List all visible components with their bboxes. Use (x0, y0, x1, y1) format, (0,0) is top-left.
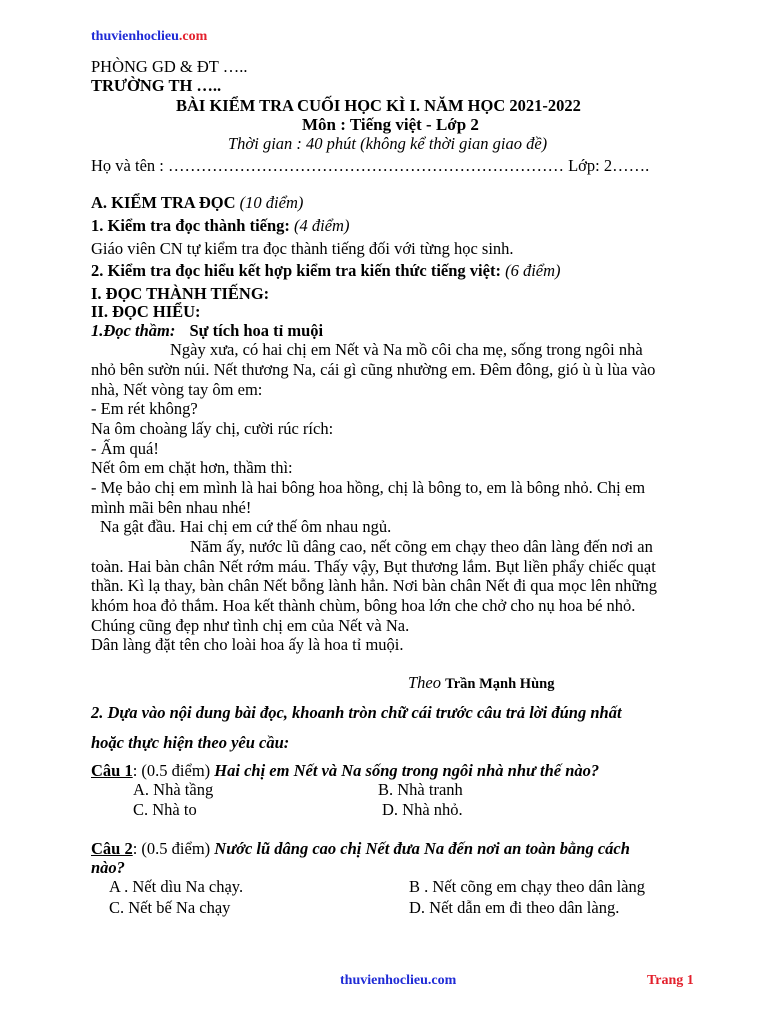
story-line: Na gật đầu. Hai chị em cứ thế ôm nhau ngủ. (100, 517, 392, 536)
item1-points: (4 điểm) (294, 216, 350, 235)
question-2 (91, 839, 630, 859)
item2-heading (91, 261, 561, 281)
reading-title: Sự tích hoa tỉ muội (189, 321, 324, 340)
story-line: mình mãi bên nhau nhé! (91, 498, 252, 517)
story-line: - Mẹ bảo chị em mình là hai bông hoa hồng, chị là bông to, em là bông nhỏ. Chị em (91, 478, 646, 497)
question-2-points: : (0.5 điểm) (132, 839, 211, 858)
q2-option-a[interactable]: A . Nết dìu Na chạy. (109, 877, 244, 896)
story-line: thần. Kì lạ thay, bàn chân Nết bỗng lành hẳn. Nơi bàn chân Nết đi qua mọc lên những (91, 576, 657, 595)
story-line: Na ôm choàng lấy chị, cười rúc rích: (91, 419, 334, 438)
q1-option-a[interactable]: A. Nhà tầng (133, 780, 214, 799)
subject: Môn : Tiếng việt - Lớp 2 (302, 115, 479, 134)
story-line: Nết ôm em chặt hơn, thầm thì: (91, 458, 293, 477)
exam-title: BÀI KIỂM TRA CUỐI HỌC KÌ I. NĂM HỌC 2021-2022 (176, 96, 581, 115)
item1-label: 1. Kiểm tra đọc thành tiếng: (91, 216, 290, 235)
office-name: PHÒNG GD & ĐT ….. (91, 57, 248, 76)
reading-heading (91, 321, 323, 341)
item2-label: 2. Kiểm tra đọc hiểu kết hợp kiểm tra kiến thức tiếng việt: (91, 261, 501, 280)
q2-option-d[interactable]: D. Nết dẫn em đi theo dân làng. (409, 898, 620, 917)
instruction-line: hoặc thực hiện theo yêu cầu: (91, 733, 290, 752)
item1-text: Giáo viên CN tự kiểm tra đọc thành tiếng đối với từng học sinh. (91, 239, 514, 258)
question-1-label: Câu 1 (91, 761, 133, 780)
school-name: TRƯỜNG TH ….. (91, 76, 222, 95)
page-number: Trang 1 (647, 973, 694, 988)
footer-site[interactable]: thuvienhoclieu.com (340, 973, 457, 988)
part2-heading: II. ĐỌC HIỂU: (91, 302, 201, 321)
story-line: - Ấm quá! (91, 439, 159, 458)
section-a-heading (91, 193, 303, 213)
story-line: Chúng cũng đẹp như tình chị em của Nết và Na. (91, 616, 410, 635)
source-prefix: Theo (408, 673, 441, 692)
item2-points: (6 điểm) (505, 261, 561, 280)
question-2-label: Câu 2 (91, 839, 133, 858)
q1-option-b[interactable]: B. Nhà tranh (378, 780, 463, 799)
question-2-text-cont: nào? (91, 858, 125, 877)
site-watermark (91, 29, 207, 45)
instruction-line: 2. Dựa vào nội dung bài đọc, khoanh tròn chữ cái trước câu trả lời đúng nhất (91, 703, 622, 722)
story-line: - Em rét không? (91, 399, 198, 418)
story-line: khóm hoa đỏ thắm. Hoa kết thành chùm, bông hoa lớn che chở cho nụ hoa bé nhỏ. (91, 596, 636, 615)
story-source (408, 673, 554, 694)
q1-option-d[interactable]: D. Nhà nhỏ. (382, 800, 463, 819)
q2-option-b[interactable]: B . Nết cõng em chạy theo dân làng (409, 877, 645, 896)
item1-heading (91, 216, 349, 236)
q2-option-c[interactable]: C. Nết bế Na chạy (109, 898, 231, 917)
story-line: Dân làng đặt tên cho loài hoa ấy là hoa tỉ muội. (91, 635, 404, 654)
question-1 (91, 761, 599, 781)
question-2-text: Nước lũ dâng cao chị Nết đưa Na đến nơi an toàn bằng cách (214, 839, 630, 858)
story-line: toàn. Hai bàn chân Nết rớm máu. Thấy vậy, Bụt thương lắm. Bụt liền phẩy chiếc quạt (91, 557, 656, 576)
site-name: thuvienhoclieu (91, 29, 179, 44)
question-1-text: Hai chị em Nết và Na sống trong ngôi nhà như thế nào? (214, 761, 600, 780)
reading-label: 1.Đọc thầm: (91, 321, 176, 340)
q1-option-c[interactable]: C. Nhà to (133, 800, 197, 819)
site-domain: .com (178, 29, 208, 44)
story-line: Năm ấy, nước lũ dâng cao, nết cõng em chạy theo dân làng đến nơi an (190, 537, 653, 556)
part1-heading: I. ĐỌC THÀNH TIẾNG: (91, 284, 270, 303)
exam-time: Thời gian : 40 phút (không kể thời gian giao đề) (228, 134, 548, 153)
name-line: Họ và tên : ……………………………………………………………… Lớp: 2……. (91, 156, 650, 175)
section-a-points: (10 điểm) (239, 193, 304, 212)
section-a-title: A. KIỂM TRA ĐỌC (91, 193, 236, 212)
story-line: nhỏ bên sườn núi. Nết thương Na, cái gì cũng nhường em. Đêm đông, gió ù ù lùa vào (91, 360, 656, 379)
question-1-points: : (0.5 điểm) (132, 761, 211, 780)
story-line: nhà, Nết vòng tay ôm em: (91, 380, 263, 399)
source-author: Trần Mạnh Hùng (445, 676, 555, 692)
story-line: Ngày xưa, có hai chị em Nết và Na mồ côi cha mẹ, sống trong ngôi nhà (170, 340, 643, 359)
